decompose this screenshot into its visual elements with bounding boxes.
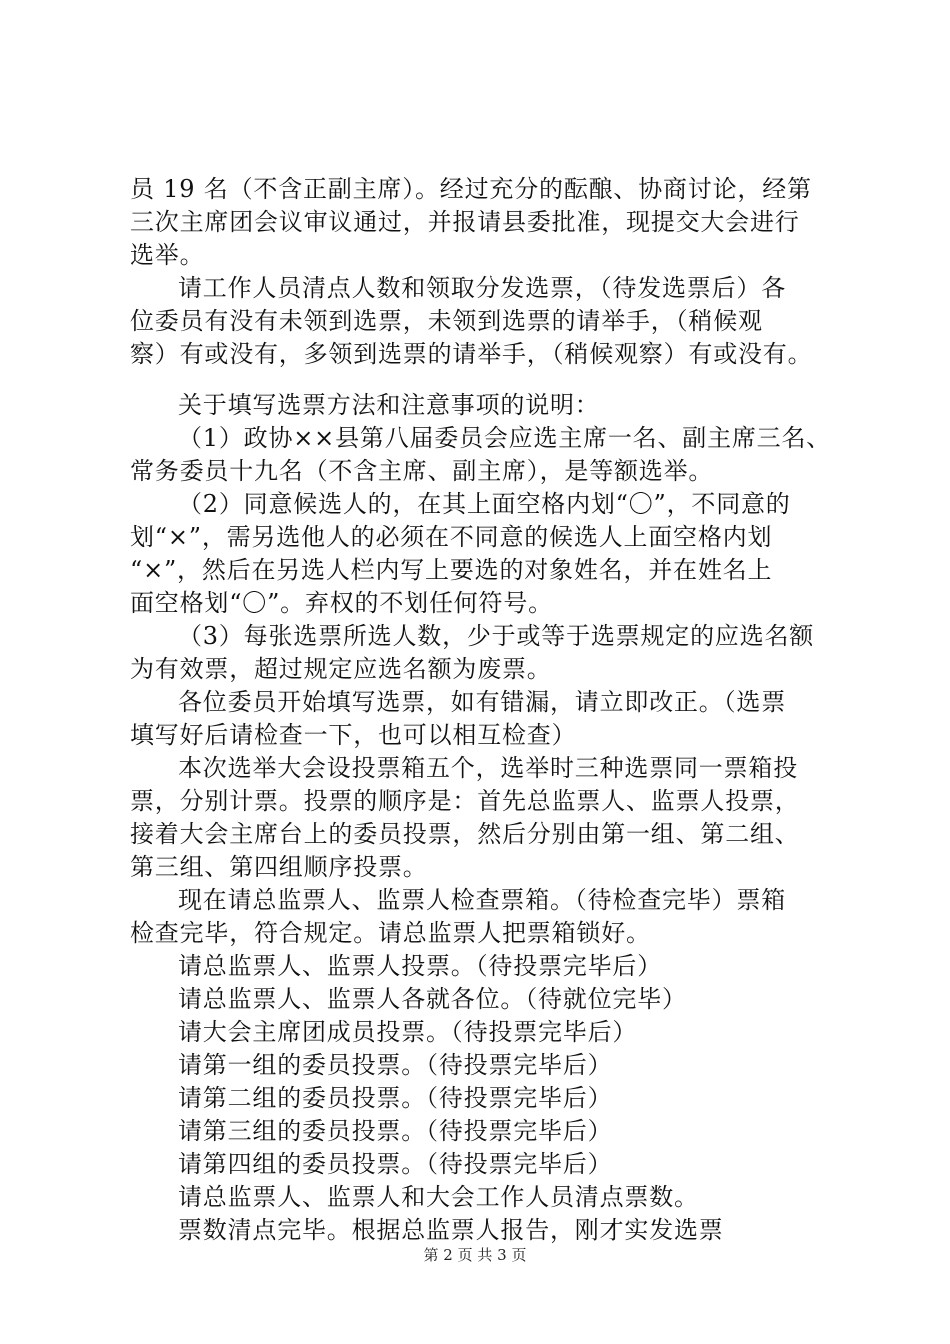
page-number-footer: 第 2 页 共 3 页 — [423, 1246, 527, 1264]
section-heading: 关于填写选票方法和注意事项的说明： — [178, 391, 600, 419]
text-line: 第三组、第四组顺序投票。 — [130, 853, 428, 881]
text-line: 常务委员十九名（不含主席、副主席），是等额选举。 — [130, 457, 714, 485]
text-line: 请工作人员清点人数和领取分发选票，（待发选票后）各 — [178, 274, 786, 302]
text-line: 请第二组的委员投票。（待投票完毕后） — [178, 1084, 613, 1112]
text-line: 划“×”，需另选他人的必须在不同意的候选人上面空格内划 — [130, 523, 773, 551]
text-line: 请第四组的委员投票。（待投票完毕后） — [178, 1150, 613, 1178]
text-line: 为有效票，超过规定应选名额为废票。 — [130, 655, 552, 683]
text-line: 本次选举大会设投票箱五个，选举时三种选票同一票箱投 — [178, 754, 798, 782]
text-line: 三次主席团会议审议通过，并报请县委批准，现提交大会进行 — [130, 208, 800, 236]
text-line: 现在请总监票人、监票人检查票箱。（待检查完毕）票箱 — [178, 886, 786, 914]
text-line: 员 19 名（不含正副主席）。经过充分的酝酿、协商讨论，经第 — [130, 175, 812, 203]
text-line: 察）有或没有，多领到选票的请举手，（稍候观察）有或没有。 — [130, 340, 813, 368]
text-line: 票，分别计票。投票的顺序是：首先总监票人、监票人投票， — [130, 787, 800, 815]
text-line: （2）同意候选人的，在其上面空格内划“〇”，不同意的 — [178, 490, 791, 518]
text-line: 请总监票人、监票人投票。（待投票完毕后） — [178, 952, 662, 980]
text-line: 各位委员开始填写选票，如有错漏，请立即改正。（选票 — [178, 688, 786, 716]
text-line: 检查完毕，符合规定。请总监票人把票箱锁好。 — [130, 919, 651, 947]
text-line: 请总监票人、监票人各就各位。（待就位完毕） — [178, 985, 687, 1013]
text-line: 面空格划“〇”。弃权的不划任何符号。 — [130, 589, 553, 617]
text-line: 选举。 — [130, 241, 205, 269]
text-line: “×”，然后在另选人栏内写上要选的对象姓名，并在姓名上 — [130, 556, 773, 584]
text-line: 位委员有没有未领到选票，未领到选票的请举手，（稍候观 — [130, 307, 763, 335]
text-line: 请大会主席团成员投票。（待投票完毕后） — [178, 1018, 638, 1046]
text-line: 请第三组的委员投票。（待投票完毕后） — [178, 1117, 613, 1145]
text-line: 请第一组的委员投票。（待投票完毕后） — [178, 1051, 613, 1079]
text-line: （1）政协××县第八届委员会应选主席一名、副主席三名、 — [178, 424, 832, 452]
text-line: 票数清点完毕。根据总监票人报告，刚才实发选票 — [178, 1216, 724, 1244]
text-line: （3）每张选票所选人数，少于或等于选票规定的应选名额 — [178, 622, 815, 650]
text-line: 填写好后请检查一下，也可以相互检查） — [130, 721, 577, 749]
text-line: 请总监票人、监票人和大会工作人员清点票数。 — [178, 1183, 699, 1211]
text-line: 接着大会主席台上的委员投票，然后分别由第一组、第二组、 — [130, 820, 800, 848]
